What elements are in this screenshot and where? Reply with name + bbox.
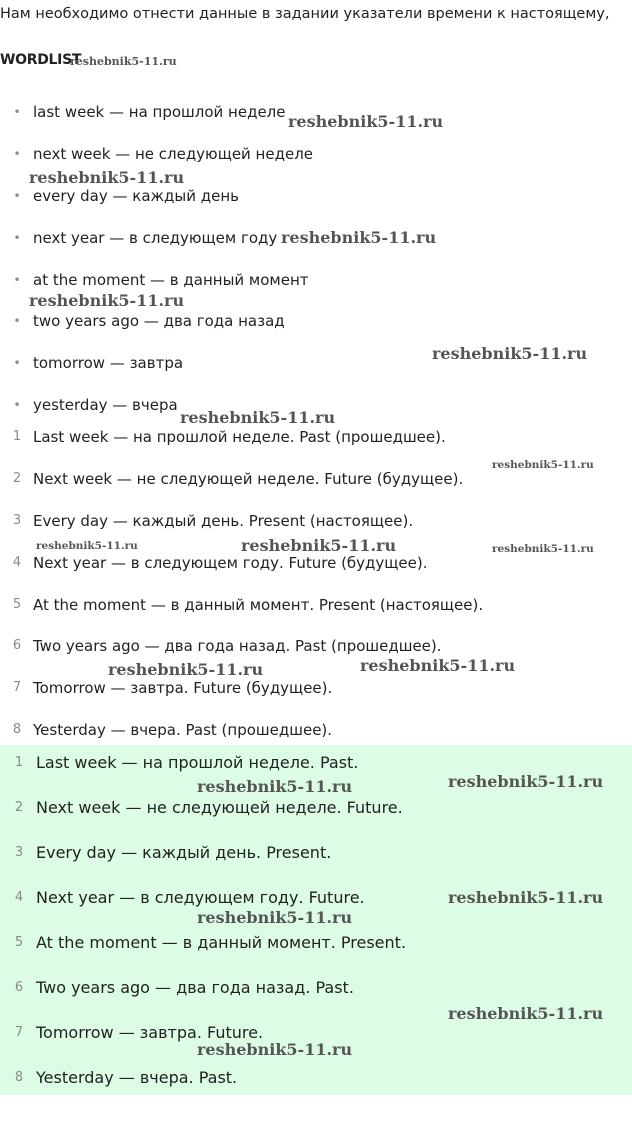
watermark: reshebnik5-11.ru [241, 536, 397, 555]
item-text: Next week — не следующей неделе. Future (будущее). [33, 470, 464, 488]
watermark: reshebnik5-11.ru [448, 1004, 604, 1023]
bullet-icon: • [13, 231, 21, 245]
item-number: 7 [12, 680, 22, 695]
answer-text: At the moment — в данный момент. Present. [36, 933, 407, 952]
answer-number: 7 [14, 1025, 24, 1040]
watermark: reshebnik5-11.ru [432, 344, 588, 363]
item-text: Next year — в следующем году. Future (будущее). [33, 554, 428, 572]
watermark: reshebnik5-11.ru [180, 408, 336, 427]
answer-text: Next week — не следующей неделе. Future. [36, 798, 403, 817]
bullet-icon: • [13, 147, 21, 161]
answer-number: 6 [14, 980, 24, 995]
item-number: 6 [12, 638, 22, 653]
item-text: Yesterday — вчера. Past (прошедшее). [33, 721, 333, 739]
answer-text: Tomorrow — завтра. Future. [36, 1023, 264, 1042]
bullet-icon: • [13, 105, 21, 119]
answer-number: 3 [14, 845, 24, 860]
intro-text: Нам необходимо отнести данные в задании указатели времени к настоящему, [0, 6, 610, 22]
watermark: reshebnik5-11.ru [281, 228, 437, 247]
watermark: reshebnik5-11.ru [492, 543, 594, 555]
list-item-text: next week — не следующей неделе [33, 145, 314, 163]
list-item-text: tomorrow — завтра [33, 354, 184, 372]
list-item-text: every day — каждый день [33, 187, 240, 205]
list-item-text: next year — в следующем году [33, 229, 278, 247]
list-item-text: at the moment — в данный момент [33, 271, 309, 289]
wordlist-heading: WORDLIST [0, 52, 82, 68]
item-number: 3 [12, 513, 22, 528]
item-number: 2 [12, 471, 22, 486]
watermark: reshebnik5-11.ru [197, 908, 353, 927]
watermark: reshebnik5-11.ru [197, 1040, 353, 1059]
item-text: Two years ago — два года назад. Past (прошедшее). [33, 637, 442, 655]
watermark: reshebnik5-11.ru [197, 777, 353, 796]
bullet-icon: • [13, 189, 21, 203]
bullet-icon: • [13, 356, 21, 370]
watermark: reshebnik5-11.ru [36, 540, 138, 552]
watermark: reshebnik5-11.ru [448, 888, 604, 907]
bullet-icon: • [13, 273, 21, 287]
bullet-icon: • [13, 398, 21, 412]
item-text: Tomorrow — завтра. Future (будущее). [33, 679, 333, 697]
answer-text: Next year — в следующем году. Future. [36, 888, 365, 907]
answer-text: Every day — каждый день. Present. [36, 843, 332, 862]
watermark: reshebnik5-11.ru [29, 168, 185, 187]
answer-number: 2 [14, 800, 24, 815]
bullet-icon: • [13, 314, 21, 328]
item-number: 1 [12, 429, 22, 444]
answer-text: Two years ago — два года назад. Past. [36, 978, 354, 997]
watermark: reshebnik5-11.ru [360, 656, 516, 675]
answer-text: Last week — на прошлой неделе. Past. [36, 753, 359, 772]
answer-number: 4 [14, 890, 24, 905]
item-number: 8 [12, 722, 22, 737]
answer-number: 5 [14, 935, 24, 950]
watermark: reshebnik5-11.ru [108, 660, 264, 679]
watermark: reshebnik5-11.ru [70, 55, 177, 68]
item-text: Every day — каждый день. Present (настоящее). [33, 512, 414, 530]
item-text: Last week — на прошлой неделе. Past (прошедшее). [33, 428, 446, 446]
watermark: reshebnik5-11.ru [288, 112, 444, 131]
list-item-text: yesterday — вчера [33, 396, 178, 414]
list-item-text: two years ago — два года назад [33, 312, 285, 330]
answer-text: Yesterday — вчера. Past. [36, 1068, 238, 1087]
list-item-text: last week — на прошлой неделе [33, 103, 286, 121]
item-text: At the moment — в данный момент. Present (настоящее). [33, 596, 484, 614]
item-number: 4 [12, 555, 22, 570]
watermark: reshebnik5-11.ru [448, 772, 604, 791]
watermark: reshebnik5-11.ru [29, 291, 185, 310]
answer-number: 8 [14, 1070, 24, 1085]
watermark: reshebnik5-11.ru [492, 459, 594, 471]
answer-number: 1 [14, 755, 24, 770]
item-number: 5 [12, 597, 22, 612]
